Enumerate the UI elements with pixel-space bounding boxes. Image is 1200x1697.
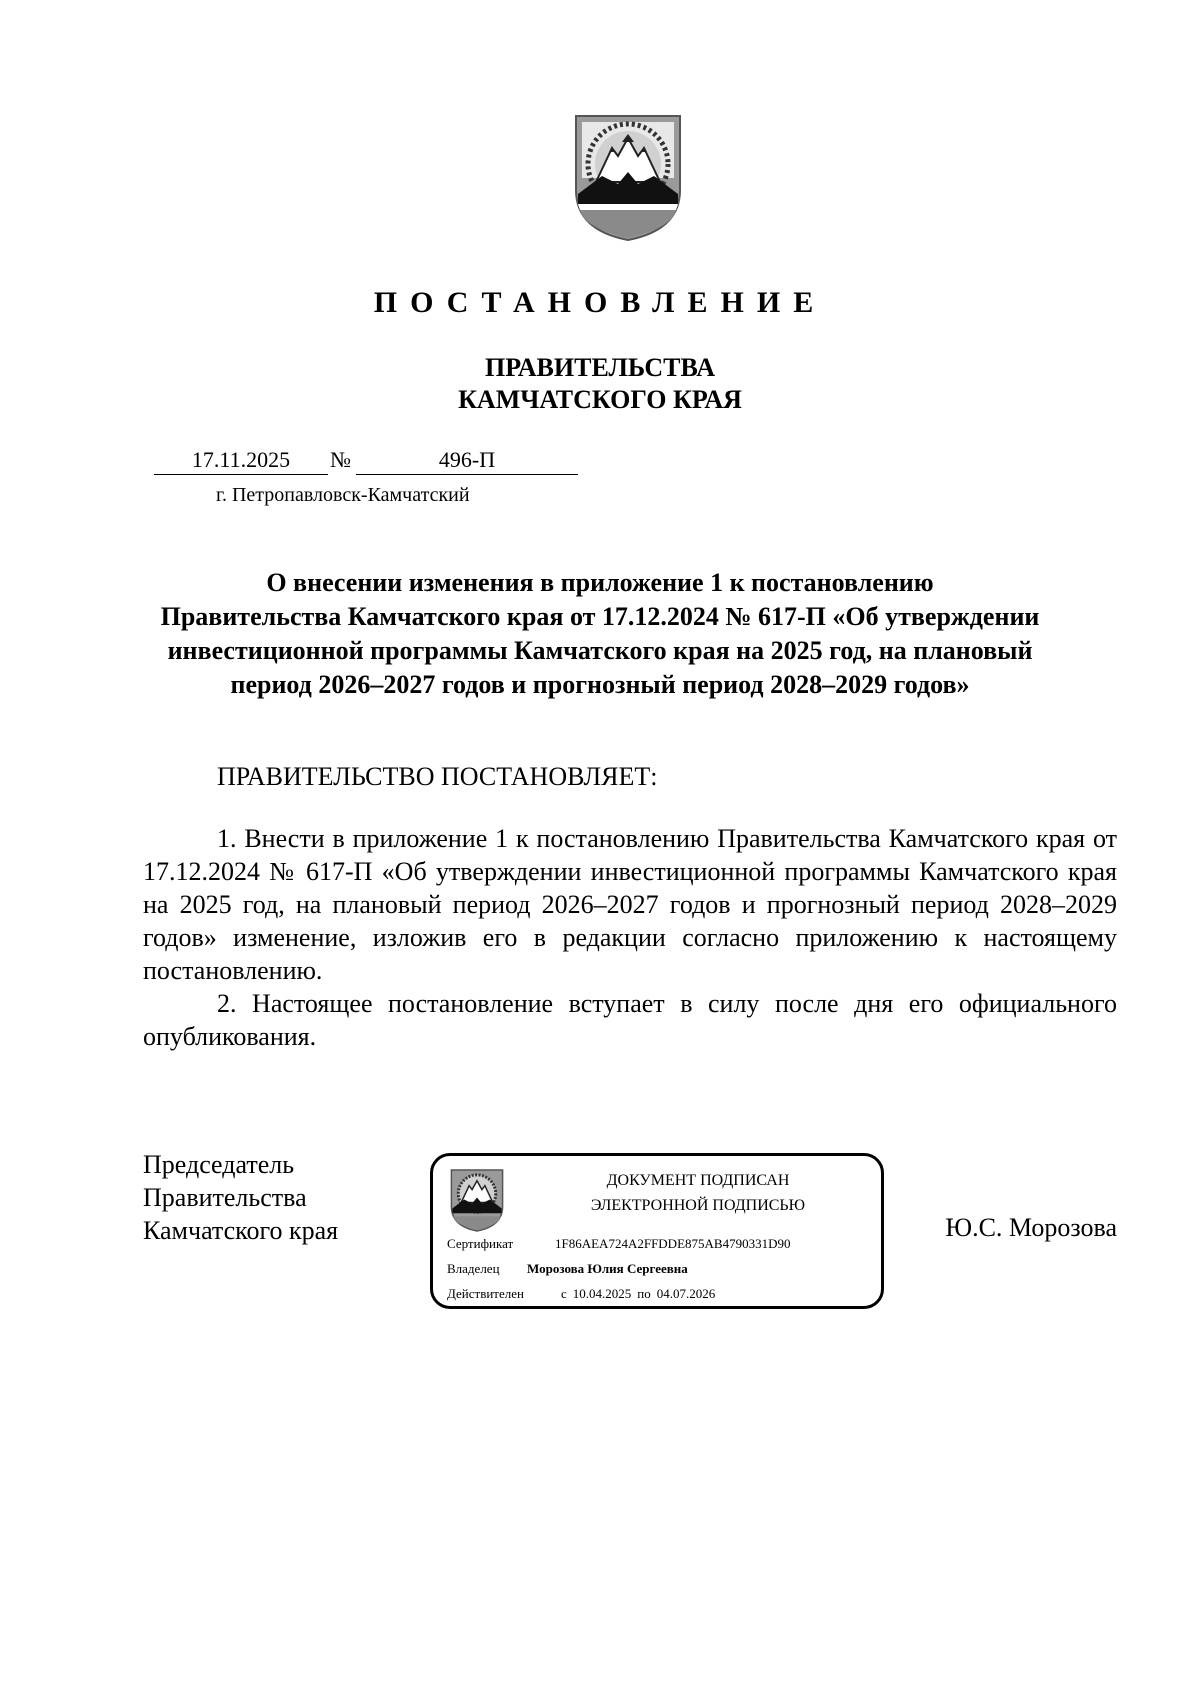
stamp-validity-row	[447, 1285, 715, 1303]
signer-position-line-3: Камчатского края	[143, 1216, 339, 1245]
stamp-title	[513, 1168, 883, 1218]
kamchatka-coat-of-arms-icon	[449, 1168, 505, 1232]
certificate-value: 1F86AEA724A2FFDDE875AB4790331D90	[555, 1236, 791, 1251]
subject-line-3: инвестиционной программы Камчатского края на 2025 год, на плановый	[167, 636, 1033, 665]
issuer-line-2: КАМЧАТСКОГО КРАЯ	[458, 385, 742, 414]
decree-statement: ПРАВИТЕЛЬСТВО ПОСТАНОВЛЯЕТ:	[217, 762, 658, 791]
number-sign: №	[330, 447, 351, 472]
owner-value: Морозова Юлия Сергеевна	[527, 1261, 688, 1276]
document-body	[143, 822, 1117, 1053]
paragraph-1: 1. Внести в приложение 1 к постановлению Правительства Камчатского края от 17.12.2024 № 617-П «Об утверждении инвестиционной программы Камчатского края на 2025 год, на плановый период 2026–2027 годов и прогнозный период 2028–2029 годов» изменение, изложив его в редакции согласно приложению к настоящему постановлению.	[143, 824, 1117, 985]
validity-from-word: с	[561, 1286, 567, 1301]
validity-to-date: 04.07.2026	[656, 1286, 716, 1301]
document-type-title: ПОСТАНОВЛЕНИЕ	[373, 286, 827, 319]
document-city: г. Петропавловск-Камчатский	[216, 484, 470, 506]
stamp-owner-row	[447, 1260, 688, 1278]
signer-position-line-2: Правительства	[143, 1183, 307, 1212]
certificate-label: Сертификат	[447, 1236, 514, 1251]
signer-name: Ю.С. Морозова	[945, 1213, 1117, 1242]
owner-label: Владелец	[447, 1261, 500, 1276]
document-number: 496-П	[356, 446, 578, 475]
document-subject	[120, 566, 1080, 702]
kamchatka-coat-of-arms-icon	[572, 112, 684, 242]
subject-line-4: период 2026–2027 годов и прогнозный период 2028–2029 годов»	[230, 670, 970, 699]
validity-to-word: по	[637, 1286, 651, 1301]
stamp-certificate-row	[447, 1235, 790, 1253]
issuer-name	[0, 352, 1200, 416]
subject-line-1: О внесении изменения в приложение 1 к постановлению	[266, 568, 934, 597]
issuer-line-1: ПРАВИТЕЛЬСТВА	[485, 353, 715, 382]
validity-label: Действителен	[447, 1286, 524, 1301]
signer-position	[143, 1148, 338, 1247]
validity-from-date: 10.04.2025	[572, 1286, 632, 1301]
paragraph-2: 2. Настоящее постановление вступает в силу после дня его официального опубликования.	[143, 989, 1117, 1051]
stamp-title-line-1: ДОКУМЕНТ ПОДПИСАН	[606, 1172, 790, 1189]
stamp-title-line-2: ЭЛЕКТРОННОЙ ПОДПИСЬЮ	[590, 1197, 806, 1214]
electronic-signature-stamp	[430, 1153, 884, 1309]
signer-position-line-1: Председатель	[143, 1150, 295, 1179]
document-date: 17.11.2025	[154, 446, 328, 475]
subject-line-2: Правительства Камчатского края от 17.12.2024 № 617-П «Об утверждении	[160, 602, 1040, 631]
